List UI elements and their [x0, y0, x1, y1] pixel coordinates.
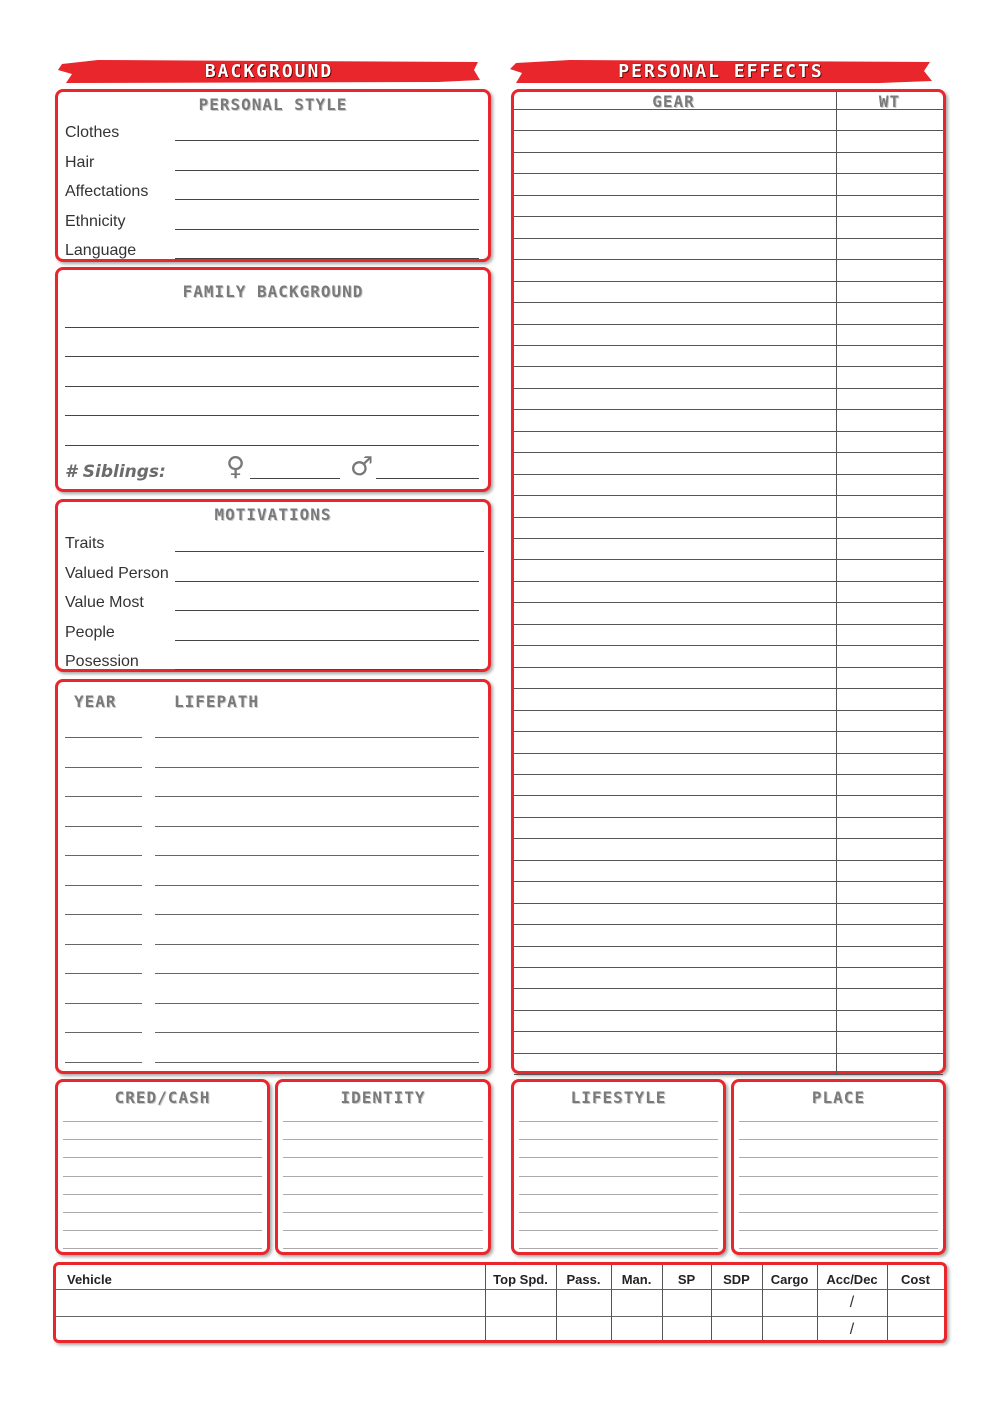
gear-row[interactable] [514, 731, 943, 732]
entry-line[interactable] [63, 1157, 262, 1158]
ethnicity-label: Ethnicity [65, 213, 126, 230]
personal-effects-banner-title: PERSONAL EFFECTS [618, 61, 824, 82]
sisters-line[interactable] [250, 478, 340, 479]
identity-title: IDENTITY [340, 1088, 426, 1107]
value-most-line[interactable] [175, 610, 479, 611]
motivations-box [55, 499, 491, 672]
vehicle-col-divider [556, 1265, 557, 1340]
entry-line[interactable] [283, 1121, 483, 1122]
place-box [731, 1079, 946, 1255]
gear-row[interactable] [514, 109, 943, 110]
entry-line[interactable] [739, 1230, 938, 1231]
entry-line[interactable] [283, 1230, 483, 1231]
gear-row[interactable] [514, 860, 943, 861]
place-title: PLACE [811, 1088, 866, 1107]
cargo-header: Cargo [770, 1272, 809, 1287]
language-label: Language [65, 242, 137, 259]
entry-line[interactable] [519, 1157, 718, 1158]
vehicle-row-divider [56, 1316, 944, 1317]
vehicle-col-divider [762, 1265, 763, 1340]
gear-row[interactable] [514, 817, 943, 818]
gear-row[interactable] [514, 173, 943, 174]
entry-line[interactable] [519, 1230, 718, 1231]
family-line[interactable] [65, 356, 479, 357]
gear-row[interactable] [514, 559, 943, 560]
gear-row[interactable] [514, 753, 943, 754]
gear-row[interactable] [514, 946, 943, 947]
gear-row[interactable] [514, 924, 943, 925]
lifestyle-box [511, 1079, 726, 1255]
vehicle-col-divider [485, 1265, 486, 1340]
year-line[interactable] [65, 973, 142, 974]
posession-label: Posession [65, 653, 139, 670]
acc-dec-header: Acc/Dec [826, 1272, 878, 1287]
cred-cash-box [55, 1079, 270, 1255]
personal-effects-banner [510, 58, 932, 84]
acc-dec-slash: / [849, 1321, 855, 1338]
gear-row[interactable] [514, 152, 943, 153]
entry-line[interactable] [519, 1194, 718, 1195]
entry-line[interactable] [283, 1248, 483, 1249]
lifepath-header: LIFEPATH [174, 692, 260, 711]
gear-row[interactable] [514, 302, 943, 303]
valued-person-line[interactable] [175, 581, 479, 582]
value-most-label: Value Most [65, 594, 144, 611]
cred-cash-title: CRED/CASH [114, 1088, 211, 1107]
brothers-line[interactable] [376, 478, 479, 479]
entry-line[interactable] [739, 1157, 938, 1158]
gear-row[interactable] [514, 645, 943, 646]
gear-row[interactable] [514, 795, 943, 796]
traits-label: Traits [65, 535, 105, 552]
gear-row[interactable] [514, 538, 943, 539]
background-banner-title: BACKGROUND [204, 61, 334, 82]
year-line[interactable] [65, 737, 142, 738]
vehicle-col-divider [611, 1265, 612, 1340]
year-line[interactable] [65, 1062, 142, 1063]
gear-row[interactable] [514, 967, 943, 968]
gear-row[interactable] [514, 774, 943, 775]
family-line[interactable] [65, 327, 479, 328]
gear-row[interactable] [514, 495, 943, 496]
year-line[interactable] [65, 1032, 142, 1033]
entry-line[interactable] [283, 1157, 483, 1158]
acc-dec-slash: / [849, 1294, 855, 1311]
cost-header: Cost [901, 1272, 930, 1287]
gear-box [511, 89, 946, 1074]
personal-style-box [55, 89, 491, 262]
gear-row[interactable] [514, 624, 943, 625]
year-line[interactable] [65, 885, 142, 886]
entry-line[interactable] [519, 1121, 718, 1122]
year-line[interactable] [65, 826, 142, 827]
entry-line[interactable] [63, 1176, 262, 1177]
vehicle-header-divider [56, 1289, 944, 1290]
entry-line[interactable] [739, 1194, 938, 1195]
entry-line[interactable] [283, 1194, 483, 1195]
entry-line[interactable] [739, 1212, 938, 1213]
gear-row[interactable] [514, 452, 943, 453]
vehicle-col-divider [662, 1265, 663, 1340]
entry-line[interactable] [739, 1121, 938, 1122]
entry-line[interactable] [519, 1139, 718, 1140]
people-label: People [65, 624, 115, 641]
lifepath-line[interactable] [155, 1032, 479, 1033]
gear-row[interactable] [514, 1010, 943, 1011]
affectations-label: Affectations [65, 183, 149, 200]
gear-row[interactable] [514, 1074, 943, 1075]
entry-line[interactable] [739, 1248, 938, 1249]
motivations-title: MOTIVATIONS [214, 505, 332, 524]
year-line[interactable] [65, 944, 142, 945]
lifepath-line[interactable] [155, 973, 479, 974]
entry-line[interactable] [283, 1176, 483, 1177]
sp-header: SP [677, 1272, 696, 1287]
gear-row[interactable] [514, 667, 943, 668]
entry-line[interactable] [63, 1230, 262, 1231]
year-line[interactable] [65, 796, 142, 797]
gear-row[interactable] [514, 195, 943, 196]
year-line[interactable] [65, 914, 142, 915]
vehicle-col-divider [711, 1265, 712, 1340]
gear-row[interactable] [514, 903, 943, 904]
traits-line[interactable] [175, 551, 484, 552]
gear-row[interactable] [514, 881, 943, 882]
lifepath-line[interactable] [155, 944, 479, 945]
male-icon: ♂ [350, 452, 374, 482]
hair-line[interactable] [175, 170, 479, 171]
hair-label: Hair [65, 154, 95, 171]
entry-line[interactable] [63, 1248, 262, 1249]
year-line[interactable] [65, 1003, 142, 1004]
year-line[interactable] [65, 767, 142, 768]
passengers-header: Pass. [566, 1272, 601, 1287]
lifepath-line[interactable] [155, 737, 479, 738]
background-banner [58, 58, 480, 84]
gear-row[interactable] [514, 838, 943, 839]
entry-line[interactable] [519, 1176, 718, 1177]
gear-row[interactable] [514, 710, 943, 711]
gear-row[interactable] [514, 281, 943, 282]
lifepath-line[interactable] [155, 885, 479, 886]
entry-line[interactable] [63, 1121, 262, 1122]
vehicle-header: Vehicle [67, 1272, 112, 1287]
gear-row[interactable] [514, 431, 943, 432]
female-icon: ♀ [226, 452, 246, 482]
family-line[interactable] [65, 415, 479, 416]
posession-line[interactable] [175, 669, 479, 670]
clothes-line[interactable] [175, 140, 479, 141]
entry-line[interactable] [283, 1139, 483, 1140]
language-line[interactable] [175, 258, 479, 259]
lifepath-line[interactable] [155, 914, 479, 915]
people-line[interactable] [175, 640, 479, 641]
gear-row[interactable] [514, 409, 943, 410]
year-header: YEAR [74, 692, 117, 711]
gear-row[interactable] [514, 474, 943, 475]
lifepath-line[interactable] [155, 796, 479, 797]
gear-row[interactable] [514, 517, 943, 518]
entry-line[interactable] [519, 1212, 718, 1213]
gear-row[interactable] [514, 130, 943, 131]
gear-row[interactable] [514, 988, 943, 989]
lifestyle-title: LIFESTYLE [570, 1088, 667, 1107]
entry-line[interactable] [63, 1139, 262, 1140]
lifepath-line[interactable] [155, 855, 479, 856]
siblings-label: # Siblings: [65, 462, 166, 482]
family-background-title: FAMILY BACKGROUND [182, 282, 364, 301]
lifepath-line[interactable] [155, 1062, 479, 1063]
personal-style-title: PERSONAL STYLE [198, 95, 348, 114]
gear-row[interactable] [514, 688, 943, 689]
sdp-header: SDP [723, 1272, 750, 1287]
lifepath-line[interactable] [155, 1003, 479, 1004]
gear-row[interactable] [514, 216, 943, 217]
valued-person-label: Valued Person [65, 565, 169, 582]
entry-line[interactable] [63, 1212, 262, 1213]
entry-line[interactable] [519, 1248, 718, 1249]
gear-row[interactable] [514, 324, 943, 325]
gear-row[interactable] [514, 1031, 943, 1032]
maneuver-header: Man. [621, 1272, 652, 1287]
entry-line[interactable] [283, 1212, 483, 1213]
entry-line[interactable] [739, 1139, 938, 1140]
gear-row[interactable] [514, 345, 943, 346]
clothes-label: Clothes [65, 124, 120, 141]
family-background-box [55, 267, 491, 492]
lifepath-box [55, 679, 491, 1074]
gear-row[interactable] [514, 388, 943, 389]
family-line[interactable] [65, 386, 479, 387]
gear-row[interactable] [514, 581, 943, 582]
top-speed-header: Top Spd. [493, 1272, 548, 1287]
affectations-line[interactable] [175, 199, 479, 200]
entry-line[interactable] [739, 1176, 938, 1177]
gear-row[interactable] [514, 366, 943, 367]
entry-line[interactable] [63, 1194, 262, 1195]
gear-header: GEAR [652, 92, 695, 111]
identity-box [275, 1079, 491, 1255]
vehicle-table [53, 1262, 947, 1343]
wt-header: WT [878, 92, 901, 111]
gear-row[interactable] [514, 602, 943, 603]
gear-row[interactable] [514, 238, 943, 239]
gear-row[interactable] [514, 1053, 943, 1054]
year-line[interactable] [65, 855, 142, 856]
family-line[interactable] [65, 445, 479, 446]
vehicle-col-divider [887, 1265, 888, 1340]
lifepath-line[interactable] [155, 826, 479, 827]
lifepath-line[interactable] [155, 767, 479, 768]
ethnicity-line[interactable] [175, 229, 479, 230]
gear-row[interactable] [514, 259, 943, 260]
